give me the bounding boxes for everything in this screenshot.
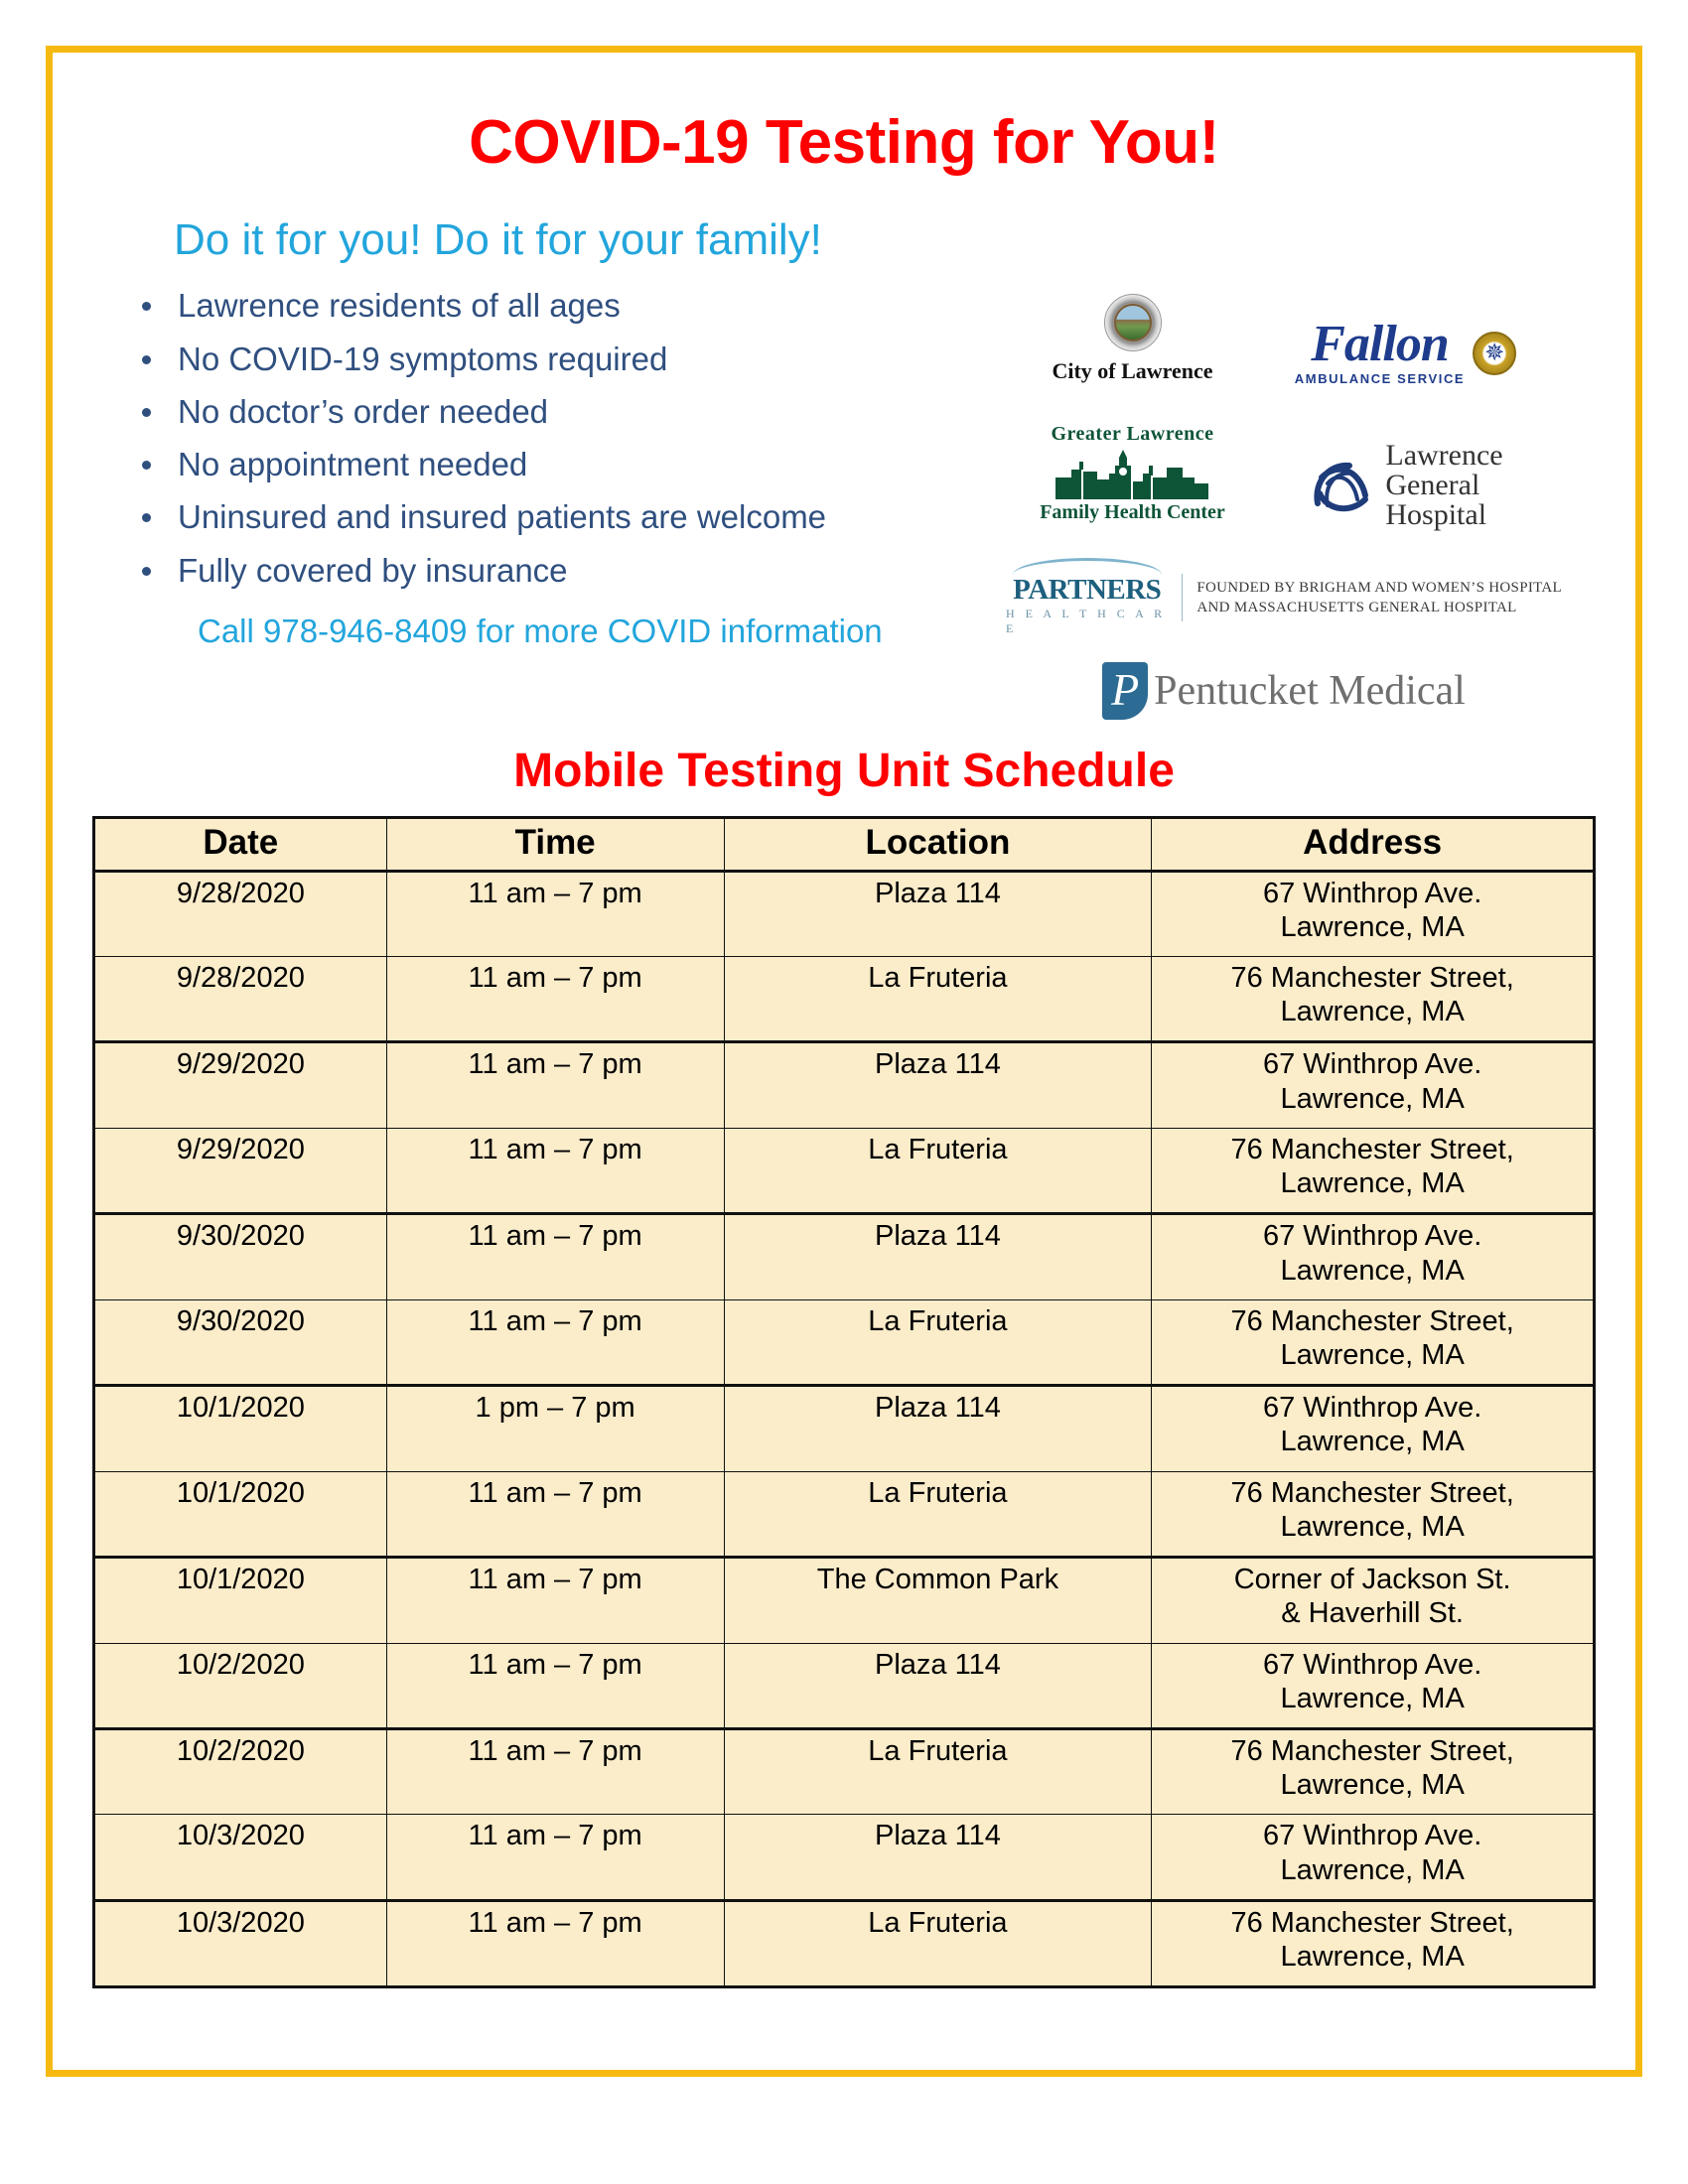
list-item: [110, 392, 1006, 432]
cell-location: Plaza 114: [724, 1042, 1152, 1128]
page-subtitle: Do it for you! Do it for your family!: [174, 215, 822, 265]
partner-logos-area: [1006, 294, 1562, 720]
address-line-1: 67 Winthrop Ave.: [1262, 1820, 1482, 1852]
cell-address: [1152, 1643, 1595, 1728]
glfhc-footer-text: Family Health Center: [1040, 501, 1225, 524]
city-of-lawrence-label: City of Lawrence: [1052, 358, 1213, 384]
bullet-dot-icon: [142, 408, 151, 417]
eligibility-list-area: [53, 286, 1006, 652]
address-line-2: Lawrence, MA: [1280, 996, 1465, 1028]
bullet-text: No appointment needed: [178, 446, 528, 483]
cell-location: La Fruteria: [724, 1728, 1152, 1814]
list-item: [110, 445, 1006, 484]
cell-time: 11 am – 7 pm: [386, 871, 724, 956]
cell-time: 11 am – 7 pm: [386, 1728, 724, 1814]
gold-border-frame: [46, 46, 1642, 2077]
cell-date: 9/30/2020: [94, 1214, 387, 1299]
address-line-2: & Haverhill St.: [1281, 1597, 1464, 1630]
column-header-location: Location: [724, 818, 1152, 871]
address-line-1: 76 Manchester Street,: [1230, 962, 1514, 995]
cell-address: [1152, 1214, 1595, 1299]
lgh-logo-wrap: [1308, 441, 1502, 530]
partners-wordmark: PARTNERS: [1013, 574, 1162, 607]
lgh-wordmark: [1385, 441, 1502, 530]
bullet-text: No COVID-19 symptoms required: [178, 340, 668, 377]
address-line-1: 76 Manchester Street,: [1230, 1906, 1514, 1939]
table-row: [94, 1728, 1595, 1814]
address-line-1: 76 Manchester Street,: [1230, 1476, 1514, 1509]
address-line-1: 67 Winthrop Ave.: [1262, 1392, 1482, 1425]
table-row: [94, 1558, 1595, 1643]
mobile-testing-schedule-table: [92, 816, 1596, 1988]
pentucket-wordmark: Pentucket Medical: [1154, 668, 1466, 715]
cell-address: [1152, 871, 1595, 956]
cell-address: [1152, 1815, 1595, 1900]
schedule-heading: Mobile Testing Unit Schedule: [513, 745, 1175, 798]
address-line-1: Corner of Jackson St.: [1233, 1564, 1511, 1596]
bullet-dot-icon: [142, 513, 151, 522]
address-line-2: Lawrence, MA: [1280, 1167, 1465, 1200]
logo-lawrence-general-hospital: [1259, 423, 1552, 550]
table-row: [94, 871, 1595, 956]
cell-time: 1 pm – 7 pm: [386, 1386, 724, 1471]
bullet-text: No doctor’s order needed: [178, 392, 549, 430]
logo-pentucket-medical: [1006, 662, 1562, 720]
address-line-2: Lawrence, MA: [1280, 1682, 1465, 1714]
cell-date: 10/2/2020: [94, 1643, 387, 1728]
table-row: [94, 1214, 1595, 1299]
address-line-2: Lawrence, MA: [1280, 1426, 1465, 1458]
fallon-seal-icon: [1473, 332, 1516, 375]
cell-location: La Fruteria: [724, 957, 1152, 1042]
cell-address: [1152, 1386, 1595, 1471]
cell-location: Plaza 114: [724, 1386, 1152, 1471]
cell-address: [1152, 1299, 1595, 1385]
cell-date: 9/28/2020: [94, 957, 387, 1042]
address-line-2: Lawrence, MA: [1280, 1082, 1465, 1115]
cell-location: Plaza 114: [724, 871, 1152, 956]
page-title: COVID-19 Testing for You!: [469, 108, 1219, 177]
cell-address: [1152, 957, 1595, 1042]
cell-location: La Fruteria: [724, 1471, 1152, 1557]
flyer-content: [53, 53, 1635, 2070]
table-row: [94, 1471, 1595, 1557]
table-body: [94, 871, 1595, 1987]
logo-fallon-ambulance: [1259, 294, 1552, 423]
address-line-2: Lawrence, MA: [1280, 910, 1465, 943]
list-item: [110, 286, 1006, 326]
bullet-dot-icon: [142, 355, 151, 364]
eligibility-bullet-list: [110, 286, 1006, 591]
table-row: [94, 1042, 1595, 1128]
partners-founded-text: [1196, 578, 1562, 618]
lgh-line-3: Hospital: [1385, 498, 1487, 532]
lgh-triquetra-icon: [1308, 456, 1375, 515]
address-line-1: 76 Manchester Street,: [1230, 1304, 1514, 1337]
logo-partners-healthcare: [1006, 558, 1562, 636]
address-line-2: Lawrence, MA: [1280, 1769, 1465, 1802]
cell-time: 11 am – 7 pm: [386, 1815, 724, 1900]
cell-date: 9/30/2020: [94, 1299, 387, 1385]
cell-location: La Fruteria: [724, 1900, 1152, 1986]
cell-address: [1152, 1728, 1595, 1814]
glfhc-logo-wrap: [1040, 423, 1225, 524]
bullet-dot-icon: [142, 461, 151, 470]
partners-swoosh-icon: [1013, 558, 1162, 575]
list-item: [110, 497, 1006, 537]
logo-grid: [1006, 294, 1562, 550]
partners-divider: [1182, 574, 1183, 621]
cell-date: 9/29/2020: [94, 1128, 387, 1213]
cell-location: La Fruteria: [724, 1299, 1152, 1385]
address-line-1: 67 Winthrop Ave.: [1262, 1648, 1482, 1681]
cell-date: 9/29/2020: [94, 1042, 387, 1128]
partners-mark: [1006, 558, 1168, 636]
address-line-1: 67 Winthrop Ave.: [1262, 1048, 1482, 1081]
list-item: [110, 340, 1006, 379]
address-line-1: 67 Winthrop Ave.: [1262, 1220, 1482, 1253]
cell-time: 11 am – 7 pm: [386, 1558, 724, 1643]
cell-location: The Common Park: [724, 1558, 1152, 1643]
partners-founded-line-1: FOUNDED BY BRIGHAM AND WOMEN’S HOSPITAL: [1196, 579, 1562, 596]
cell-address: [1152, 1128, 1595, 1213]
cell-address: [1152, 1042, 1595, 1128]
logo-city-of-lawrence: [1006, 294, 1259, 423]
table-row: [94, 1900, 1595, 1986]
cell-time: 11 am – 7 pm: [386, 1214, 724, 1299]
lgh-line-2: General: [1385, 469, 1480, 502]
table-header: [94, 818, 1595, 871]
cell-date: 10/1/2020: [94, 1471, 387, 1557]
cell-location: Plaza 114: [724, 1815, 1152, 1900]
cell-date: 10/1/2020: [94, 1558, 387, 1643]
bullet-text: Lawrence residents of all ages: [178, 287, 621, 325]
table-row: [94, 1643, 1595, 1728]
cell-location: Plaza 114: [724, 1643, 1152, 1728]
cell-address: [1152, 1471, 1595, 1557]
glfhc-arc-text: Greater Lawrence: [1051, 423, 1214, 446]
cell-address: [1152, 1900, 1595, 1986]
phone-information-note: Call 978-946-8409 for more COVID information: [198, 612, 883, 649]
cell-address: [1152, 1558, 1595, 1643]
intro-section: [53, 286, 1635, 720]
column-header-date: Date: [94, 818, 387, 871]
fallon-text-block: [1294, 316, 1466, 386]
cell-date: 10/3/2020: [94, 1815, 387, 1900]
cell-date: 10/2/2020: [94, 1728, 387, 1814]
address-line-2: Lawrence, MA: [1280, 1510, 1465, 1543]
logo-greater-lawrence-fhc: [1006, 423, 1259, 550]
cell-time: 11 am – 7 pm: [386, 1643, 724, 1728]
fallon-logo-wrap: [1294, 316, 1516, 386]
bullet-dot-icon: [142, 302, 151, 311]
cell-time: 11 am – 7 pm: [386, 1128, 724, 1213]
cell-time: 11 am – 7 pm: [386, 1042, 724, 1128]
bullet-text: Uninsured and insured patients are welcome: [178, 498, 827, 536]
partners-subtext: H E A L T H C A R E: [1006, 607, 1167, 636]
address-line-2: Lawrence, MA: [1280, 1853, 1465, 1886]
cell-date: 10/3/2020: [94, 1900, 387, 1986]
cell-time: 11 am – 7 pm: [386, 1471, 724, 1557]
fallon-wordmark: Fallon: [1311, 316, 1449, 373]
schedule-table-wrap: [92, 816, 1596, 1988]
city-skyline-icon: [1054, 448, 1212, 499]
star-of-life-icon: ✵: [1484, 339, 1505, 366]
pentucket-p-icon: [1102, 662, 1148, 720]
cell-location: Plaza 114: [724, 1214, 1152, 1299]
address-line-2: Lawrence, MA: [1280, 1941, 1465, 1974]
cell-time: 11 am – 7 pm: [386, 1299, 724, 1385]
city-seal-icon: [1104, 294, 1162, 351]
cell-time: 11 am – 7 pm: [386, 1900, 724, 1986]
table-header-row: [94, 818, 1595, 871]
table-row: [94, 1128, 1595, 1213]
fallon-tagline: AMBULANCE SERVICE: [1294, 370, 1466, 386]
address-line-2: Lawrence, MA: [1280, 1338, 1465, 1371]
address-line-2: Lawrence, MA: [1280, 1254, 1465, 1287]
cell-date: 10/1/2020: [94, 1386, 387, 1471]
address-line-1: 67 Winthrop Ave.: [1262, 877, 1482, 909]
partners-founded-line-2: AND MASSACHUSETTS GENERAL HOSPITAL: [1196, 599, 1517, 615]
table-row: [94, 1386, 1595, 1471]
bullet-dot-icon: [142, 567, 151, 576]
bullet-text: Fully covered by insurance: [178, 551, 568, 589]
column-header-time: Time: [386, 818, 724, 871]
cell-location: La Fruteria: [724, 1128, 1152, 1213]
lgh-line-1: Lawrence: [1385, 439, 1503, 473]
column-header-address: Address: [1152, 818, 1595, 871]
table-row: [94, 1299, 1595, 1385]
table-row: [94, 1815, 1595, 1900]
table-row: [94, 957, 1595, 1042]
address-line-1: 76 Manchester Street,: [1230, 1133, 1514, 1165]
cell-date: 9/28/2020: [94, 871, 387, 956]
list-item: [110, 551, 1006, 591]
address-line-1: 76 Manchester Street,: [1230, 1734, 1514, 1767]
cell-time: 11 am – 7 pm: [386, 957, 724, 1042]
